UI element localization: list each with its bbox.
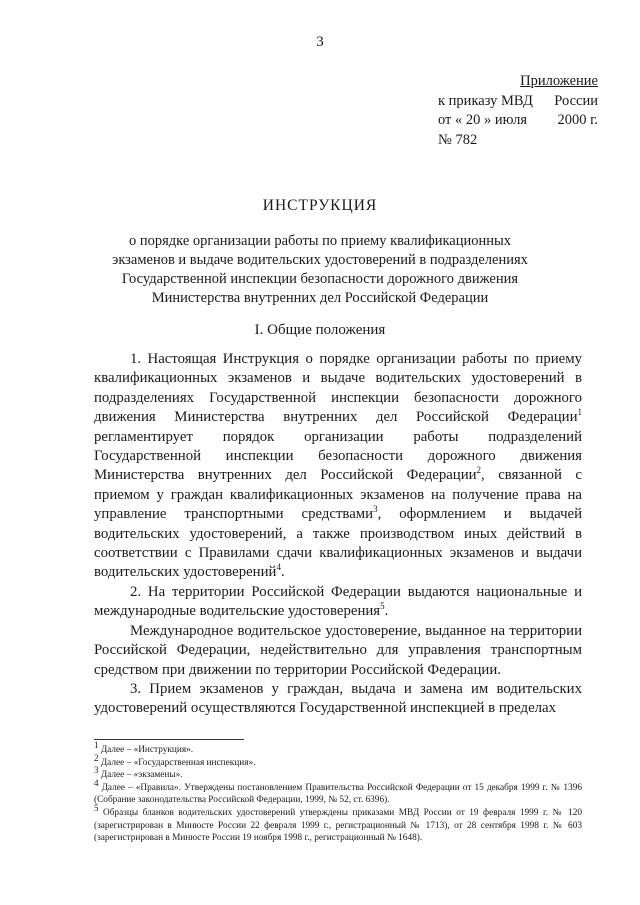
footnote-text: Далее – «экзамены». — [98, 770, 183, 781]
appendix-date-text: от « 20 » июля — [438, 112, 528, 128]
footnote-text: Далее – «Инструкция». — [98, 745, 194, 755]
appendix-order-text: к приказу МВД — [438, 92, 533, 109]
footnote-mark: 5 — [94, 802, 99, 813]
paragraph-1 — [94, 350, 582, 583]
footnote — [94, 802, 582, 845]
appendix-number-line — [438, 131, 608, 151]
footnote-divider — [94, 739, 244, 740]
footnote-ref: 2 — [476, 465, 482, 476]
page-number: 3 — [316, 34, 324, 50]
appendix-block — [438, 72, 608, 150]
paragraph-text: 1. Настоящая Инструкция о порядке организации работы по приему квалификационных экзаменов и выдаче водительских удостоверений в подразделениях Государственной инспекции безопасности дорожного движения Министерства внутренних дел Российской Федерации — [94, 351, 582, 426]
footnote — [94, 739, 582, 757]
paragraph-text: регламентирует порядок организации работы подразделений Государственной инспекции безопасности дорожного движения Министерства внутренних дел Российской Федерации — [94, 428, 582, 484]
appendix-order-ministry: России — [554, 92, 598, 109]
appendix-date-line — [438, 111, 608, 131]
appendix-order-line — [438, 92, 608, 112]
paragraph-text: . — [280, 564, 285, 581]
appendix-number: № 782 — [438, 131, 478, 148]
footnote-mark: 1 — [94, 739, 99, 750]
appendix-title: Приложение — [520, 73, 598, 89]
footnote-text: Далее – «Государственная инспекция». — [98, 757, 256, 768]
footnote-mark: 4 — [94, 777, 99, 788]
paragraph-2 — [94, 583, 582, 622]
footnote — [94, 765, 582, 782]
footnote-mark: 2 — [94, 752, 99, 763]
subtitle-line: Государственной инспекции безопасности дорожного движения — [121, 271, 519, 287]
paragraph-3: Международное водительское удостоверение, выданное на территории Российской Федерации, недействительно для управления транспортным средством при движении по территории Российской Федерации. — [94, 622, 582, 678]
document-subtitle — [110, 232, 530, 308]
footnote-ref: 4 — [276, 562, 281, 573]
paragraph-text: , связанной с приемом у граждан квалификационных экзаменов на получение права на управление транспортными средствами — [94, 467, 582, 523]
document-title: ИНСТРУКЦИЯ — [262, 197, 378, 214]
appendix-date-year: 2000 г. — [557, 112, 598, 128]
footnotes — [94, 739, 582, 845]
footnote-text: Далее – «Правила». Утверждены постановлением Правительства Российской Федерации от 15 декабря 1999 г. № 1396 (Собрание законодательства Российской Федерации, 1999, № 52, ст. 6396). — [94, 782, 582, 806]
subtitle-line: Министерства внутренних дел Российской Федерации — [151, 290, 489, 306]
subtitle-line: о порядке организации работы по приему квалификационных — [128, 233, 512, 249]
footnote — [94, 777, 582, 807]
section-heading: I. Общие положения — [254, 322, 386, 338]
paragraph-text: 2. На территории Российской Федерации выдаются национальные и международные водительские удостоверения — [94, 583, 582, 620]
footnote-ref: 1 — [577, 407, 582, 418]
footnote-ref: 5 — [380, 601, 385, 612]
footnote-mark: 3 — [94, 765, 99, 776]
paragraph-text: . — [384, 603, 389, 620]
footnote-text: Образцы бланков водительских удостоверений утверждены приказами МВД России от 19 февраля 1999 г. № 120 (зарегистрирован в Минюсте России 22 февраля 1999 г., регистрационный № 1713), от 28 сентября 1998 г. № 603 (зарегистрирован в Минюсте России 19 ноября 1998 г., регистрационный № 1648). — [94, 807, 582, 844]
footnote-ref: 3 — [373, 504, 378, 515]
paragraph-text: , оформлением и выдачей водительских удостоверений, а также производством иных действий в соответствии с Правилами сдачи квалификационных экзаменов и выдачи водительских удостоверений — [94, 506, 582, 581]
footnote — [94, 752, 582, 770]
subtitle-line: экзаменов и выдаче водительских удостоверений в подразделениях — [112, 252, 528, 268]
document-body — [94, 350, 582, 719]
paragraph-4: 3. Прием экзаменов у граждан, выдача и замена им водительских удостоверений осуществляются Государственной инспекцией в пределах — [94, 680, 582, 717]
